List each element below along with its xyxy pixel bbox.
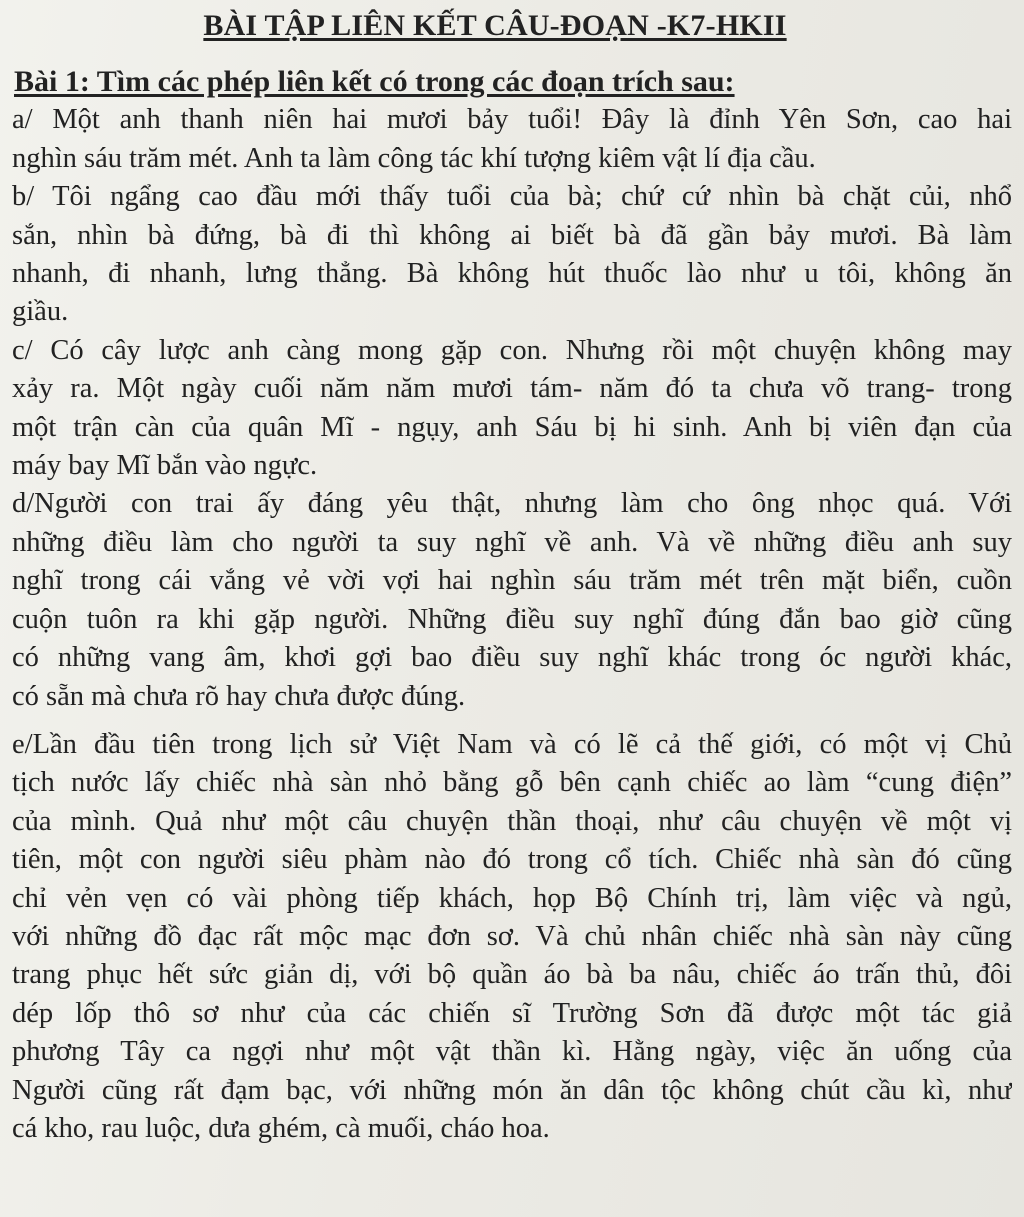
document-title: BÀI TẬP LIÊN KẾT CÂU-ĐOẠN -K7-HKII	[203, 9, 787, 42]
text-line: trang phục hết sức giản dị, với bộ quần áo bà ba nâu, chiếc áo trấn thủ, đôi	[12, 959, 1012, 991]
text-line: cuộn tuôn ra khi gặp người. Những điều suy nghĩ đúng đắn bao giờ cũng	[12, 603, 1012, 635]
text-line: nhanh, đi nhanh, lưng thẳng. Bà không hút thuốc lào như u tôi, không ăn	[12, 258, 1012, 290]
text-line: một trận càn của quân Mĩ - ngụy, anh Sáu bị hi sinh. Anh bị viên đạn của	[12, 411, 1012, 443]
text-line: sắn, nhìn bà đứng, bà đi thì không ai biết bà đã gần bảy mươi. Bà làm	[12, 219, 1012, 251]
exercise-heading: Bài 1: Tìm các phép liên kết có trong các đoạn trích sau:	[14, 65, 735, 98]
paragraph-c	[12, 332, 1012, 486]
text-line: b/ Tôi ngẩng cao đầu mới thấy tuổi của bà; chứ cứ nhìn bà chặt củi, nhổ	[12, 181, 1012, 213]
text-line: những điều làm cho người ta suy nghĩ về anh. Và về những điều anh suy	[12, 526, 1012, 558]
text-line: Người cũng rất đạm bạc, với những món ăn dân tộc không chút cầu kì, như	[12, 1074, 1012, 1106]
text-line: có những vang âm, khơi gợi bao điều suy nghĩ khác trong óc người khác,	[12, 642, 1012, 674]
paragraph-d	[12, 485, 1012, 715]
text-line: e/Lần đầu tiên trong lịch sử Việt Nam và có lẽ cả thế giới, có một vị Chủ	[12, 728, 1012, 760]
paragraph-b	[12, 178, 1012, 332]
text-line: máy bay Mĩ bắn vào ngực.	[12, 450, 318, 482]
text-line: tịch nước lấy chiếc nhà sàn nhỏ bằng gỗ bên cạnh chiếc ao làm “cung điện”	[12, 767, 1012, 799]
text-line: xảy ra. Một ngày cuối năm năm mươi tám- năm đó ta chưa võ trang- trong	[12, 373, 1012, 405]
paragraph-a	[12, 101, 1012, 178]
text-line: dép lốp thô sơ như của các chiến sĩ Trường Sơn đã được một tác giả	[12, 997, 1012, 1029]
text-line: của mình. Quả như một câu chuyện thần thoại, như câu chuyện về một vị	[12, 805, 1012, 837]
text-line: a/ Một anh thanh niên hai mươi bảy tuổi! Đây là đỉnh Yên Sơn, cao hai	[12, 104, 1012, 136]
text-line: với những đồ đạc rất mộc mạc đơn sơ. Và chủ nhân chiếc nhà sàn này cũng	[12, 920, 1012, 952]
text-line: nghĩ trong cái vắng vẻ vời vợi hai nghìn sáu trăm mét trên mặt biển, cuồn	[12, 565, 1012, 597]
text-line: có sẵn mà chưa rõ hay chưa được đúng.	[12, 680, 466, 712]
text-line: c/ Có cây lược anh càng mong gặp con. Nhưng rồi một chuyện không may	[12, 334, 1012, 366]
paragraph-e	[12, 726, 1012, 1148]
text-line: giầu.	[12, 296, 69, 328]
text-line: phương Tây ca ngợi như một vật thần kì. Hằng ngày, việc ăn uống của	[12, 1036, 1012, 1068]
text-line: chỉ vẻn vẹn có vài phòng tiếp khách, họp Bộ Chính trị, làm việc và ngủ,	[12, 882, 1012, 914]
text-line: tiên, một con người siêu phàm nào đó trong cổ tích. Chiếc nhà sàn đó cũng	[12, 844, 1012, 876]
paragraph-spacer	[12, 716, 1012, 726]
text-line: cá kho, rau luộc, dưa ghém, cà muối, cháo hoa.	[12, 1112, 550, 1144]
text-line: nghìn sáu trăm mét. Anh ta làm công tác khí tượng kiêm vật lí địa cầu.	[12, 142, 816, 174]
text-line: d/Người con trai ấy đáng yêu thật, nhưng làm cho ông nhọc quá. Với	[12, 488, 1012, 520]
document-body	[12, 63, 1012, 1148]
